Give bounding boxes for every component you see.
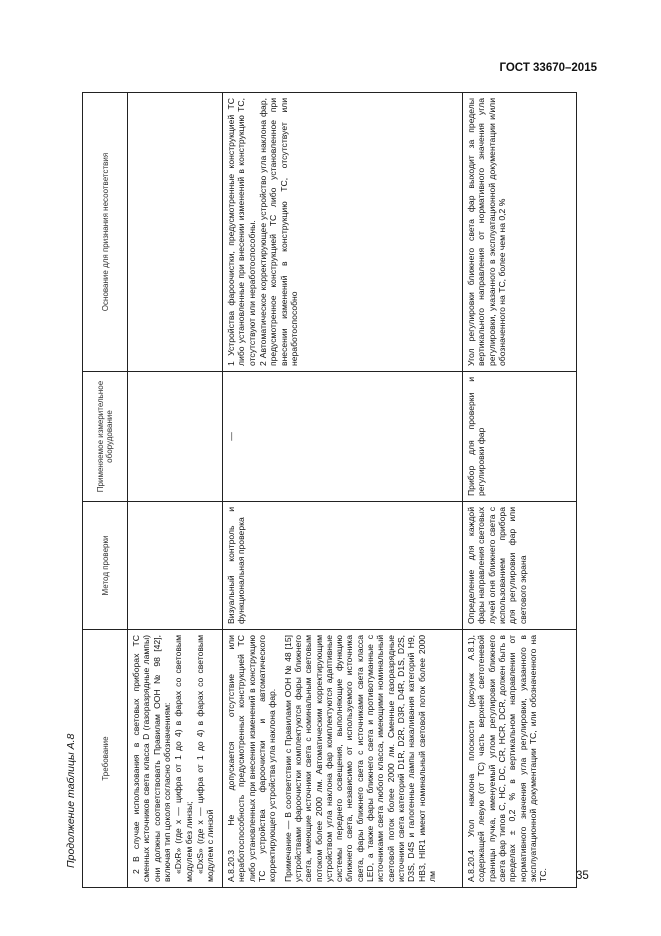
column-header-method: Метод проверки: [83, 502, 128, 630]
equipment-cell: Прибор для проверки и регулировки фар: [463, 372, 577, 502]
basis-text: Угол регулировки ближнего света фар выходит за пределы вертикального направления от нормативного значения угла регулировки, указанного в эксплуатационной документации и/или обозначенного на ТС, более чем на 0,2 %: [466, 98, 507, 366]
table-row: [128, 93, 223, 888]
page-number: 35: [576, 870, 589, 882]
note-text: Примечание — В соответствии с Правилами ООН № 48 [15] устройствами фароочистки комплектуются фары ближнего света, имеющие источники света с номинальным световым потоком более 2000 лм. Автоматическим корректирующим устройством угла наклона фар комплектуются адаптивные системы переднего освещения, выполняющие функцию ближнего света, независимо от используемого источника света, фары ближнего света с источниками света класса LED, а также фары ближнего света и противотуманные с источниками света любого класса, имеющими номинальный световой поток более 2000 лм. Сменные газоразрядные источники света категорий D1R, D2R, D3R, D4R, D1S, D2S, D3S, D4S и галогенные лампы накаливания категорий H9, HB3, HIR1 имеют номинальный световой поток более 2000 лм: [282, 635, 437, 882]
method-cell: Визуальный контроль и функциональная проверка: [223, 502, 463, 630]
basis-cell: [128, 93, 223, 372]
table-row: [463, 93, 577, 888]
table-header-row: [83, 93, 128, 888]
requirement-text: А.8.20.4 Угол наклона плоскости (рисунок А.8.1), содержащей левую (от ТС) часть верхней светотеневой границы пучка, именуемый углом регулировки ближнего света фар типов C, HC, DC, CR, HCR, DCR, должен быть в пределах ± 0,2 % в вертикальном направлении от нормативного значения угла регулировки, указанного в эксплуатационной документации ТС, или обозначенного на ТС.: [466, 635, 549, 882]
equipment-cell: —: [223, 372, 463, 502]
requirements-table: [82, 92, 577, 888]
requirement-text: 2 В случае использования в световых приборах ТС сменных источников света класса D (газоразрядные лампы) они должны соответствовать Правилам ООН № 98 [42], включая тип цоколя согласно обозначениям:: [131, 635, 172, 882]
table-caption: Продолжение таблицы А.8: [65, 733, 77, 868]
method-cell: Определение для каждой фары направления световых лучей огня ближнего света с использованием прибора для регулировки фар или светового экрана: [463, 502, 577, 630]
column-header-requirement: Требование: [83, 630, 128, 888]
requirement-cell: [128, 630, 223, 888]
requirement-cell: [463, 630, 577, 888]
rotated-table-area: [60, 88, 580, 888]
requirement-text: «DxR» (где x — цифра от 1 до 4) в фарах со световым модулем без линзы;: [173, 635, 194, 882]
column-header-basis: Основание для признания несоответствия: [83, 93, 128, 372]
document-code: ГОСТ 33670–2015: [499, 62, 597, 74]
basis-text: 2 Автоматическое корректирующее устройство угла наклона фар, предусмотренное конструкцией ТС либо установленное при внесении изменений в конструкцию ТС, отсутствует или неработоспособно: [257, 98, 299, 366]
equipment-cell: [128, 372, 223, 502]
requirement-cell: [223, 630, 463, 888]
basis-cell: [463, 93, 577, 372]
requirement-text: А.8.20.3 Не допускается отсутствие или неработоспособность предусмотренных конструкцией ТС либо установленных при внесении изменений в конструкцию ТС устройства фароочистки и автоматического корректирующего устройства угла наклона фар.: [226, 635, 278, 882]
table-row: [223, 93, 463, 888]
requirement-text: «DxS» (где x — цифра от 1 до 4) в фарах со световым модулем с линзой: [194, 635, 216, 882]
basis-cell: [223, 93, 463, 372]
method-cell: [128, 502, 223, 630]
column-header-equipment: Применяемое измерительное оборудование: [83, 372, 128, 502]
basis-text: 1 Устройства фароочистки, предусмотренные конструкцией ТС либо установленные при внесении изменений в конструкцию ТС, отсутствуют или неработоспособны.: [226, 98, 257, 366]
